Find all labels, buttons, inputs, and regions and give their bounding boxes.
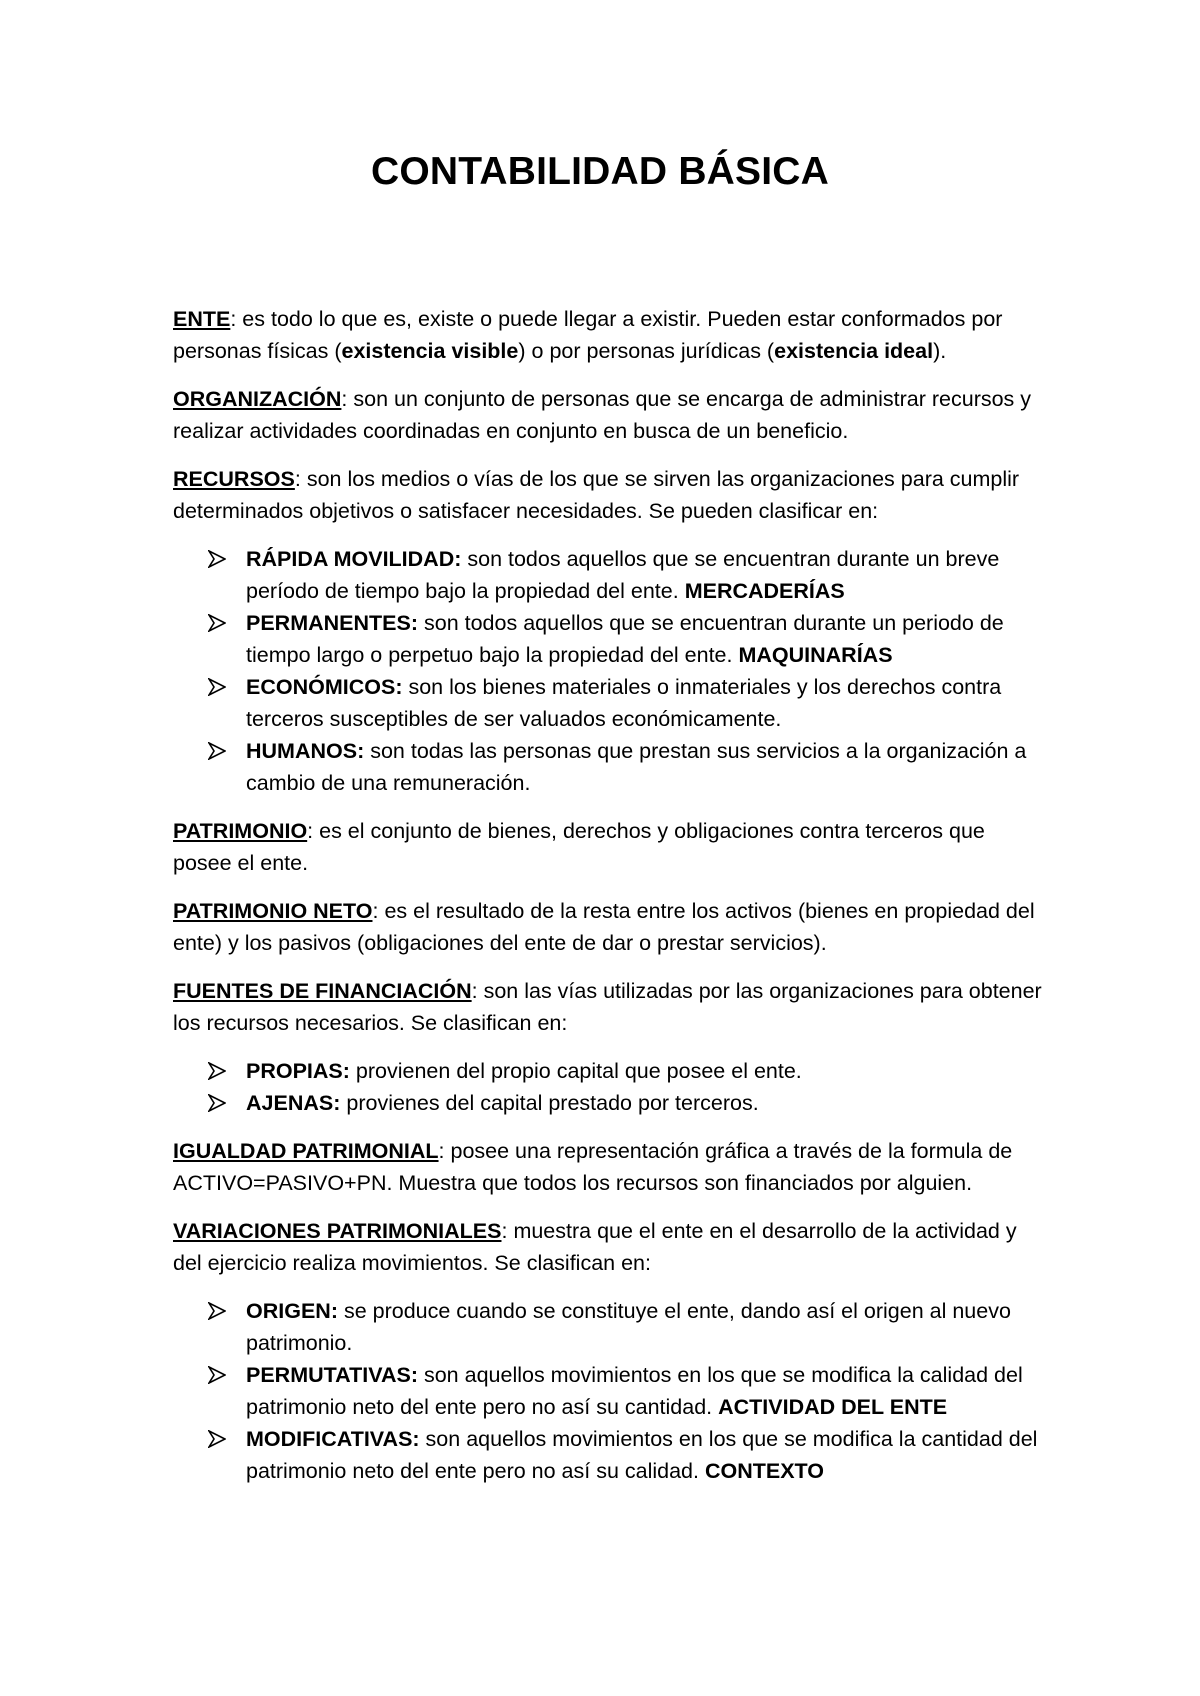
term-patrimonio: PATRIMONIO (173, 819, 308, 843)
variaciones-list (173, 1295, 1043, 1487)
list-item-label: MODIFICATIVAS: (246, 1427, 420, 1451)
term-ente: ENTE (173, 307, 231, 331)
arrowhead-bullet-icon (208, 550, 226, 568)
list-item-text: son los bienes materiales o inmateriales y los derechos contra terceros susceptibles de ser valuados económicamente. (246, 675, 1002, 731)
list-item-text: provienes del capital prestado por terceros. (340, 1091, 759, 1115)
definition-patrimonio (173, 815, 1043, 879)
term-fuentes-de-financiacion: FUENTES DE FINANCIACIÓN (173, 979, 472, 1003)
list-item-example: ACTIVIDAD DEL ENTE (718, 1395, 948, 1419)
list-item-label: ORIGEN: (246, 1299, 338, 1323)
list-item (173, 1295, 1043, 1359)
definition-text: son un conjunto de personas que se encarga de administrar recursos y realizar actividades coordinadas en conjunto en busca de un beneficio. (173, 387, 1032, 443)
term-separator: : (501, 1219, 508, 1243)
list-item-label: RÁPIDA MOVILIDAD: (246, 547, 462, 571)
arrowhead-bullet-icon (208, 614, 226, 632)
arrowhead-bullet-icon (208, 1062, 226, 1080)
term-separator: : (438, 1139, 445, 1163)
list-item-label: HUMANOS: (246, 739, 365, 763)
definition-text: es el resultado de la resta entre los activos (bienes en propiedad del ente) y los pasivos (obligaciones del ente de dar o prestar servicios). (173, 899, 1035, 955)
highlight-existencia-ideal: existencia ideal (774, 339, 934, 363)
definition-igualdad-patrimonial (173, 1135, 1043, 1199)
term-separator: : (307, 819, 314, 843)
definition-text: es todo lo que es, existe o puede llegar a existir. Pueden estar conformados por personas físicas ( (173, 307, 1003, 363)
arrowhead-bullet-icon (208, 1094, 226, 1112)
term-separator: : (372, 899, 379, 923)
definition-text: es el conjunto de bienes, derechos y obligaciones contra terceros que posee el ente. (173, 819, 985, 875)
term-separator: : (341, 387, 348, 411)
definition-text: posee una representación gráfica a través de la formula de ACTIVO=PASIVO+PN. Muestra que todos los recursos son financiados por alguien. (173, 1139, 1013, 1195)
list-item-label: ECONÓMICOS: (246, 675, 403, 699)
list-item-label: PERMUTATIVAS: (246, 1363, 418, 1387)
term-patrimonio-neto: PATRIMONIO NETO (173, 899, 373, 923)
term-separator: : (294, 467, 301, 491)
document-title: CONTABILIDAD BÁSICA (370, 150, 830, 193)
list-item-example: CONTEXTO (704, 1459, 825, 1483)
definition-recursos (173, 463, 1043, 527)
list-item (173, 671, 1043, 735)
definition-organizacion (173, 383, 1043, 447)
list-item (173, 543, 1043, 607)
term-separator: : (230, 307, 237, 331)
term-variaciones-patrimoniales: VARIACIONES PATRIMONIALES (173, 1219, 502, 1243)
document-body (173, 303, 1043, 1503)
list-item-label: PERMANENTES: (246, 611, 419, 635)
list-item-text: provienen del propio capital que posee el ente. (349, 1059, 802, 1083)
list-item (173, 735, 1043, 799)
definition-text: ). (933, 339, 947, 363)
list-item-text: son aquellos movimientos en los que se modifica la calidad del patrimonio neto del ente pero no así su cantidad. (246, 1363, 1023, 1419)
term-separator: : (471, 979, 478, 1003)
arrowhead-bullet-icon (208, 1302, 226, 1320)
list-item (173, 607, 1043, 671)
list-item-example: MERCADERÍAS (684, 579, 845, 603)
definition-ente (173, 303, 1043, 367)
highlight-existencia-visible: existencia visible (341, 339, 519, 363)
list-item (173, 1423, 1043, 1487)
list-item-text: son aquellos movimientos en los que se modifica la cantidad del patrimonio neto del ente pero no así su calidad. (246, 1427, 1038, 1483)
definition-text: muestra que el ente en el desarrollo de la actividad y del ejercicio realiza movimientos. Se clasifican en: (173, 1219, 1017, 1275)
definition-text: ) o por personas jurídicas ( (518, 339, 775, 363)
definition-patrimonio-neto (173, 895, 1043, 959)
definition-fuentes (173, 975, 1043, 1039)
definition-variaciones-patrimoniales (173, 1215, 1043, 1279)
fuentes-list (173, 1055, 1043, 1119)
arrowhead-bullet-icon (208, 1430, 226, 1448)
list-item-example: MAQUINARÍAS (738, 643, 893, 667)
recursos-list (173, 543, 1043, 799)
list-item-text: son todas las personas que prestan sus servicios a la organización a cambio de una remuneración. (246, 739, 1027, 795)
list-item-label: PROPIAS: (246, 1059, 350, 1083)
term-organizacion: ORGANIZACIÓN (173, 387, 342, 411)
list-item-label: AJENAS: (246, 1091, 341, 1115)
list-item (173, 1359, 1043, 1423)
definition-text: son los medios o vías de los que se sirven las organizaciones para cumplir determinados objetivos o satisfacer necesidades. Se pueden clasificar en: (173, 467, 1020, 523)
term-igualdad-patrimonial: IGUALDAD PATRIMONIAL (173, 1139, 439, 1163)
list-item-text: son todos aquellos que se encuentran durante un breve período de tiempo bajo la propiedad del ente. (246, 547, 1000, 603)
definition-text: son las vías utilizadas por las organizaciones para obtener los recursos necesarios. Se clasifican en: (173, 979, 1042, 1035)
arrowhead-bullet-icon (208, 678, 226, 696)
list-item-text: se produce cuando se constituye el ente, dando así el origen al nuevo patrimonio. (246, 1299, 1011, 1355)
term-recursos: RECURSOS (173, 467, 295, 491)
list-item (173, 1055, 1043, 1087)
list-item (173, 1087, 1043, 1119)
arrowhead-bullet-icon (208, 742, 226, 760)
list-item-text: son todos aquellos que se encuentran durante un periodo de tiempo largo o perpetuo bajo la propiedad del ente. (246, 611, 1004, 667)
arrowhead-bullet-icon (208, 1366, 226, 1384)
